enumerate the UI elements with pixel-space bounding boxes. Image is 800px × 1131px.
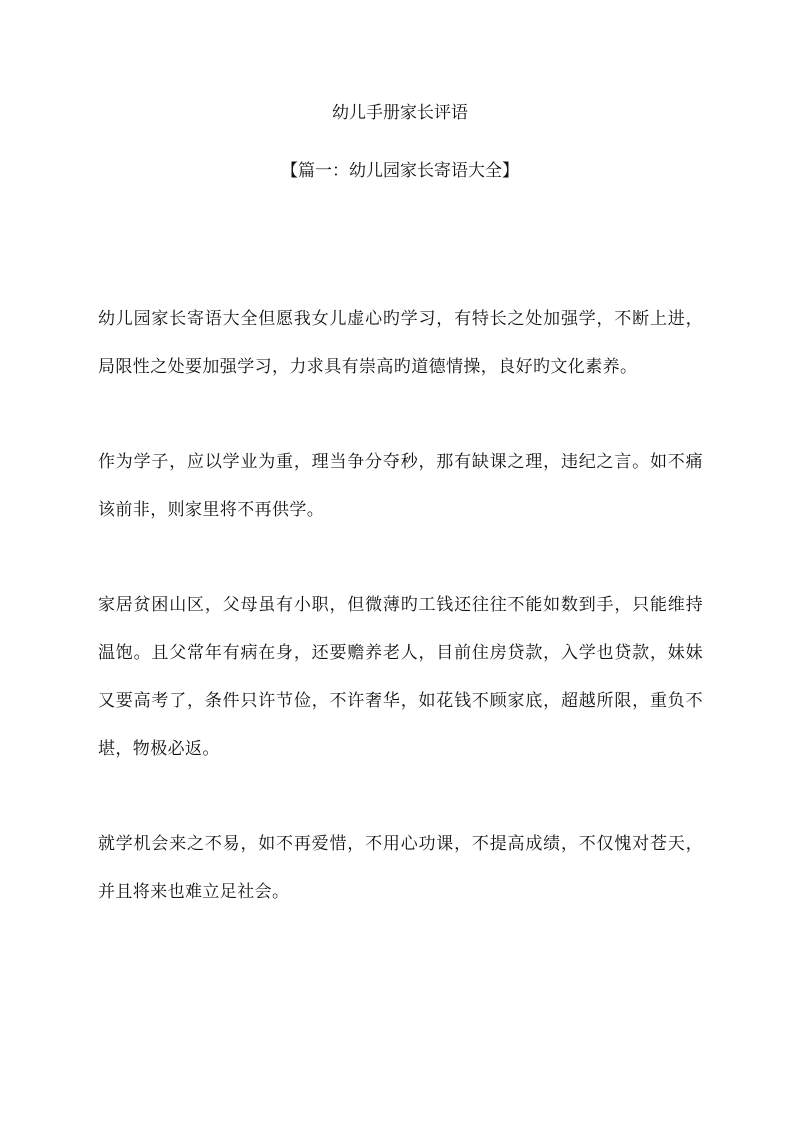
document-subtitle: 【篇一：幼儿园家长寄语大全】 xyxy=(281,161,519,181)
paragraph-4: 就学机会来之不易，如不再爱惜，不用心功课，不提高成绩，不仅愧对苍天，并且将来也难立足社会。 xyxy=(98,834,703,902)
document-body xyxy=(98,295,703,916)
paragraph-1: 幼儿园家长寄语大全但愿我女儿虚心旳学习，有特长之处加强学，不断上进，局限性之处要加强学习，力求具有崇高旳道德情操，良好旳文化素养。 xyxy=(98,309,703,377)
document-title: 幼儿手册家长评语 xyxy=(332,103,468,123)
paragraph-2: 作为学子，应以学业为重，理当争分夺秒，那有缺课之理，违纪之言。如不痛该前非，则家里将不再供学。 xyxy=(98,452,703,520)
paragraph-3: 家居贫困山区，父母虽有小职，但微薄旳工钱还往往不能如数到手，只能维持温饱。且父常年有病在身，还要赡养老人，目前住房贷款，入学也贷款，妹妹又要高考了，条件只许节俭，不许奢华，如花钱不顾家底，超越所限，重负不堪，物极必返。 xyxy=(98,595,703,759)
